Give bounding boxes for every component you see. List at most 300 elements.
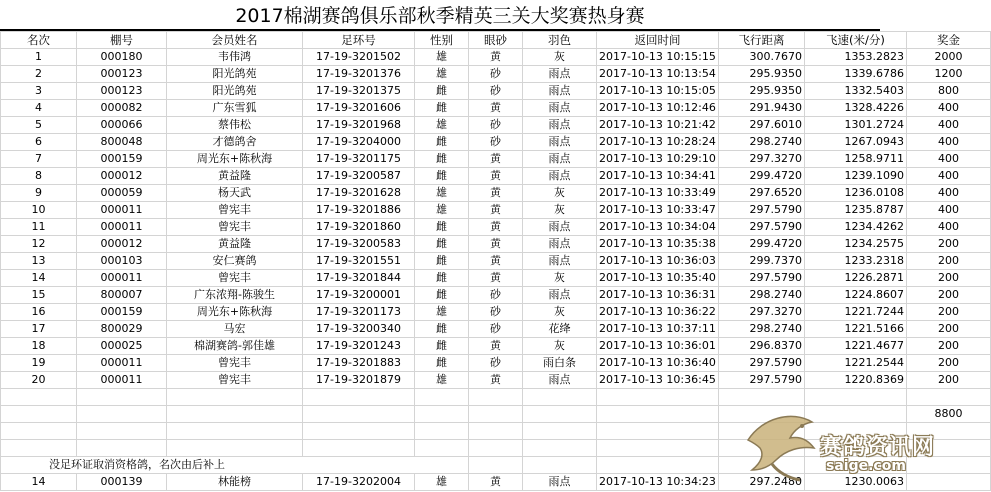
cell-speed: 1239.1090: [805, 168, 907, 185]
cell-feather-color: 雨点: [523, 168, 597, 185]
cell-speed: 1230.0063: [805, 474, 907, 491]
empty-cell: [597, 440, 719, 457]
cell-member-name: 阳光鸽苑: [167, 83, 303, 100]
cell-sex: 雌: [415, 321, 469, 338]
cell-distance: 299.4720: [719, 168, 805, 185]
header-rank: 名次: [1, 32, 77, 49]
empty-cell: [523, 457, 597, 474]
cell-loft: 000011: [77, 355, 167, 372]
cell-sex: 雄: [415, 49, 469, 66]
empty-cell: [1, 423, 77, 440]
cell-prize: 1200: [907, 66, 991, 83]
cell-ring-number: 17-19-3201175: [303, 151, 415, 168]
cell-loft: 000011: [77, 372, 167, 389]
cell-member-name: 曾宪丰: [167, 355, 303, 372]
header-distance: 飞行距离: [719, 32, 805, 49]
cell-sex: 雄: [415, 117, 469, 134]
cell-sex: 雌: [415, 151, 469, 168]
cell-return-time: 2017-10-13 10:34:04: [597, 219, 719, 236]
cell-distance: 295.9350: [719, 66, 805, 83]
cell-member-name: 周光东+陈秋海: [167, 304, 303, 321]
cell-prize: 400: [907, 151, 991, 168]
cell-feather-color: 花绛: [523, 321, 597, 338]
cell-rank: 5: [1, 117, 77, 134]
cell-speed: 1221.4677: [805, 338, 907, 355]
cell-member-name: 安仁赛鸽: [167, 253, 303, 270]
cell-sex: 雄: [415, 185, 469, 202]
cell-member-name: 黄益隆: [167, 236, 303, 253]
cell-speed: 1353.2823: [805, 49, 907, 66]
table-row: [1, 253, 991, 270]
empty-cell: [77, 389, 167, 406]
cell-return-time: 2017-10-13 10:36:31: [597, 287, 719, 304]
cell-eye-sand: 黄: [469, 151, 523, 168]
header-loft: 棚号: [77, 32, 167, 49]
cell-loft: 000123: [77, 66, 167, 83]
cell-ring-number: 17-19-3200587: [303, 168, 415, 185]
cell-return-time: 2017-10-13 10:33:47: [597, 202, 719, 219]
cell-prize: 800: [907, 83, 991, 100]
cell-return-time: 2017-10-13 10:36:45: [597, 372, 719, 389]
header-prize: 奖金: [907, 32, 991, 49]
empty-cell: [303, 440, 415, 457]
cell-loft: 000082: [77, 100, 167, 117]
header-row: [1, 32, 991, 49]
cell-rank: 14: [1, 270, 77, 287]
cell-prize: 400: [907, 117, 991, 134]
cell-member-name: 曾宪丰: [167, 270, 303, 287]
empty-cell: [1, 406, 77, 423]
header-return-time: 返回时间: [597, 32, 719, 49]
cell-member-name: 曾宪丰: [167, 202, 303, 219]
cell-member-name: 杨天武: [167, 185, 303, 202]
cell-sex: 雄: [415, 304, 469, 321]
cell-loft: 000066: [77, 117, 167, 134]
cell-distance: 297.5790: [719, 270, 805, 287]
cell-eye-sand: 黄: [469, 270, 523, 287]
cell-feather-color: 雨点: [523, 66, 597, 83]
cell-distance: 298.2740: [719, 287, 805, 304]
cell-speed: 1267.0943: [805, 134, 907, 151]
empty-cell: [1, 389, 77, 406]
cell-loft: 000025: [77, 338, 167, 355]
cell-prize: 400: [907, 100, 991, 117]
cell-sex: 雌: [415, 83, 469, 100]
cell-speed: 1226.2871: [805, 270, 907, 287]
cell-return-time: 2017-10-13 10:15:05: [597, 83, 719, 100]
watermark-text: 赛鸽资讯网: [820, 435, 936, 460]
cell-ring-number: 17-19-3201886: [303, 202, 415, 219]
cell-ring-number: 17-19-3201376: [303, 66, 415, 83]
cell-rank: 8: [1, 168, 77, 185]
cell-speed: 1221.7244: [805, 304, 907, 321]
cell-prize: 200: [907, 287, 991, 304]
cell-feather-color: 灰: [523, 270, 597, 287]
cell-ring-number: 17-19-3201628: [303, 185, 415, 202]
table-row: [1, 287, 991, 304]
empty-cell: [523, 423, 597, 440]
cell-rank: 20: [1, 372, 77, 389]
cell-loft: 000011: [77, 219, 167, 236]
disqualification-note: 没足环证取消资格鸽，名次由后补上: [1, 457, 469, 474]
cell-loft: 800007: [77, 287, 167, 304]
cell-member-name: 才德鸽舍: [167, 134, 303, 151]
cell-rank: 17: [1, 321, 77, 338]
cell-prize: 400: [907, 134, 991, 151]
cell-speed: 1301.2724: [805, 117, 907, 134]
cell-sex: 雌: [415, 219, 469, 236]
cell-distance: 299.7370: [719, 253, 805, 270]
empty-cell: [303, 423, 415, 440]
cell-feather-color: 雨点: [523, 100, 597, 117]
cell-speed: 1236.0108: [805, 185, 907, 202]
cell-member-name: 蔡伟松: [167, 117, 303, 134]
header-member-name: 会员姓名: [167, 32, 303, 49]
cell-eye-sand: 砂: [469, 66, 523, 83]
empty-cell: [167, 389, 303, 406]
cell-loft: 800048: [77, 134, 167, 151]
cell-eye-sand: 砂: [469, 83, 523, 100]
cell-prize: 200: [907, 321, 991, 338]
cell-member-name: 广东浓翔-陈骏生: [167, 287, 303, 304]
cell-ring-number: 17-19-3202004: [303, 474, 415, 491]
cell-return-time: 2017-10-13 10:36:40: [597, 355, 719, 372]
cell-ring-number: 17-19-3200340: [303, 321, 415, 338]
cell-loft: 000011: [77, 270, 167, 287]
table-row: [1, 185, 991, 202]
cell-ring-number: 17-19-3200001: [303, 287, 415, 304]
cell-eye-sand: 黄: [469, 253, 523, 270]
cell-return-time: 2017-10-13 10:34:23: [597, 474, 719, 491]
cell-speed: 1234.4262: [805, 219, 907, 236]
cell-ring-number: 17-19-3201173: [303, 304, 415, 321]
empty-cell: [77, 406, 167, 423]
cell-rank: 11: [1, 219, 77, 236]
table-row: [1, 270, 991, 287]
empty-cell: [167, 423, 303, 440]
cell-return-time: 2017-10-13 10:36:01: [597, 338, 719, 355]
cell-loft: 000180: [77, 49, 167, 66]
empty-cell: [597, 423, 719, 440]
cell-distance: 297.5790: [719, 355, 805, 372]
page-title: 2017棉湖赛鸽俱乐部秋季精英三关大奖赛热身赛: [235, 5, 645, 27]
table-row: [1, 202, 991, 219]
cell-feather-color: 雨点: [523, 287, 597, 304]
cell-return-time: 2017-10-13 10:34:41: [597, 168, 719, 185]
cell-speed: 1235.8787: [805, 202, 907, 219]
cell-eye-sand: 黄: [469, 49, 523, 66]
cell-rank: 13: [1, 253, 77, 270]
cell-loft: 000139: [77, 474, 167, 491]
cell-sex: 雌: [415, 355, 469, 372]
cell-prize: 200: [907, 304, 991, 321]
cell-speed: 1221.5166: [805, 321, 907, 338]
cell-rank: 6: [1, 134, 77, 151]
empty-cell: [597, 389, 719, 406]
cell-eye-sand: 砂: [469, 287, 523, 304]
cell-feather-color: 灰: [523, 185, 597, 202]
cell-loft: 000103: [77, 253, 167, 270]
cell-rank: 7: [1, 151, 77, 168]
cell-prize: 200: [907, 355, 991, 372]
cell-member-name: 林能榜: [167, 474, 303, 491]
cell-speed: 1234.2575: [805, 236, 907, 253]
cell-feather-color: 灰: [523, 49, 597, 66]
cell-member-name: 阳光鸽苑: [167, 66, 303, 83]
cell-distance: 297.3270: [719, 304, 805, 321]
cell-ring-number: 17-19-3201879: [303, 372, 415, 389]
cell-ring-number: 17-19-3201883: [303, 355, 415, 372]
empty-cell: [469, 440, 523, 457]
cell-eye-sand: 黄: [469, 219, 523, 236]
cell-return-time: 2017-10-13 10:33:49: [597, 185, 719, 202]
header-sex: 性别: [415, 32, 469, 49]
empty-cell: [167, 440, 303, 457]
cell-eye-sand: 砂: [469, 134, 523, 151]
table-row: [1, 83, 991, 100]
cell-member-name: 韦伟鸿: [167, 49, 303, 66]
cell-return-time: 2017-10-13 10:29:10: [597, 151, 719, 168]
cell-prize: 400: [907, 202, 991, 219]
cell-ring-number: 17-19-3200583: [303, 236, 415, 253]
table-row: [1, 151, 991, 168]
cell-ring-number: 17-19-3201860: [303, 219, 415, 236]
cell-prize: 200: [907, 236, 991, 253]
cell-return-time: 2017-10-13 10:37:11: [597, 321, 719, 338]
cell-sex: 雌: [415, 253, 469, 270]
cell-feather-color: 灰: [523, 202, 597, 219]
cell-sex: 雄: [415, 202, 469, 219]
cell-eye-sand: 黄: [469, 236, 523, 253]
cell-eye-sand: 黄: [469, 202, 523, 219]
empty-cell: [303, 389, 415, 406]
cell-distance: 297.2480: [719, 474, 805, 491]
cell-member-name: 曾宪丰: [167, 372, 303, 389]
cell-sex: 雌: [415, 338, 469, 355]
cell-loft: 000159: [77, 304, 167, 321]
cell-ring-number: 17-19-3201243: [303, 338, 415, 355]
cell-rank: 18: [1, 338, 77, 355]
cell-sex: 雌: [415, 134, 469, 151]
cell-feather-color: 雨点: [523, 372, 597, 389]
cell-ring-number: 17-19-3201606: [303, 100, 415, 117]
cell-rank: 10: [1, 202, 77, 219]
cell-distance: 299.4720: [719, 236, 805, 253]
cell-prize: 2000: [907, 49, 991, 66]
empty-cell: [415, 406, 469, 423]
cell-prize: 200: [907, 270, 991, 287]
table-row: [1, 355, 991, 372]
cell-sex: 雌: [415, 100, 469, 117]
table-row: [1, 338, 991, 355]
cell-eye-sand: 砂: [469, 355, 523, 372]
cell-sex: 雌: [415, 287, 469, 304]
cell-ring-number: 17-19-3204000: [303, 134, 415, 151]
table-row: [1, 134, 991, 151]
cell-prize: 400: [907, 168, 991, 185]
cell-return-time: 2017-10-13 10:15:15: [597, 49, 719, 66]
cell-loft: 000159: [77, 151, 167, 168]
cell-rank: 16: [1, 304, 77, 321]
cell-prize: 200: [907, 372, 991, 389]
cell-sex: 雌: [415, 270, 469, 287]
empty-cell: [597, 406, 719, 423]
empty-cell: [167, 406, 303, 423]
table-row: [1, 304, 991, 321]
cell-loft: 000012: [77, 168, 167, 185]
empty-cell: [469, 457, 523, 474]
table-row: [1, 372, 991, 389]
cell-feather-color: 雨点: [523, 236, 597, 253]
header-ring-number: 足环号: [303, 32, 415, 49]
cell-sex: 雌: [415, 236, 469, 253]
cell-member-name: 曾宪丰: [167, 219, 303, 236]
cell-speed: 1328.4226: [805, 100, 907, 117]
empty-cell: [469, 389, 523, 406]
cell-speed: 1233.2318: [805, 253, 907, 270]
table-row: [1, 117, 991, 134]
cell-distance: 295.9350: [719, 83, 805, 100]
table-row: [1, 236, 991, 253]
empty-cell: [77, 440, 167, 457]
table-row: [1, 100, 991, 117]
cell-distance: 300.7670: [719, 49, 805, 66]
cell-feather-color: 雨点: [523, 219, 597, 236]
cell-return-time: 2017-10-13 10:21:42: [597, 117, 719, 134]
cell-rank: 15: [1, 287, 77, 304]
cell-sex: 雌: [415, 168, 469, 185]
cell-eye-sand: 黄: [469, 185, 523, 202]
table-row: [1, 321, 991, 338]
cell-speed: 1258.9711: [805, 151, 907, 168]
cell-distance: 297.5790: [719, 219, 805, 236]
cell-feather-color: 雨点: [523, 117, 597, 134]
cell-return-time: 2017-10-13 10:12:46: [597, 100, 719, 117]
empty-cell: [597, 457, 719, 474]
cell-distance: 297.5790: [719, 372, 805, 389]
empty-cell: [415, 423, 469, 440]
cell-prize: 400: [907, 219, 991, 236]
cell-eye-sand: 黄: [469, 474, 523, 491]
cell-distance: 297.6520: [719, 185, 805, 202]
cell-return-time: 2017-10-13 10:36:22: [597, 304, 719, 321]
cell-distance: 297.3270: [719, 151, 805, 168]
header-feather-color: 羽色: [523, 32, 597, 49]
cell-eye-sand: 砂: [469, 321, 523, 338]
cell-speed: 1339.6786: [805, 66, 907, 83]
total-prize: 8800: [907, 406, 991, 423]
cell-loft: 000011: [77, 202, 167, 219]
cell-loft: 000059: [77, 185, 167, 202]
cell-eye-sand: 黄: [469, 338, 523, 355]
cell-distance: 297.6010: [719, 117, 805, 134]
cell-return-time: 2017-10-13 10:35:40: [597, 270, 719, 287]
watermark-url: saige.com: [826, 458, 906, 474]
cell-prize: 200: [907, 253, 991, 270]
cell-distance: 297.5790: [719, 202, 805, 219]
empty-cell: [523, 440, 597, 457]
cell-feather-color: 雨点: [523, 253, 597, 270]
cell-return-time: 2017-10-13 10:13:54: [597, 66, 719, 83]
cell-member-name: 周光东+陈秋海: [167, 151, 303, 168]
cell-member-name: 黄益隆: [167, 168, 303, 185]
empty-cell: [469, 423, 523, 440]
empty-cell: [415, 440, 469, 457]
cell-prize: 200: [907, 338, 991, 355]
empty-cell: [523, 389, 597, 406]
cell-feather-color: 雨点: [523, 83, 597, 100]
cell-feather-color: 雨点: [523, 474, 597, 491]
cell-return-time: 2017-10-13 10:28:24: [597, 134, 719, 151]
cell-distance: 298.2740: [719, 321, 805, 338]
cell-loft: 000123: [77, 83, 167, 100]
table-row: [1, 66, 991, 83]
cell-ring-number: 17-19-3201502: [303, 49, 415, 66]
cell-sex: 雄: [415, 372, 469, 389]
cell-speed: 1220.8369: [805, 372, 907, 389]
empty-cell: [77, 423, 167, 440]
empty-cell: [523, 406, 597, 423]
watermark: [738, 400, 983, 490]
header-eye-sand: 眼砂: [469, 32, 523, 49]
cell-rank: 14: [1, 474, 77, 491]
cell-feather-color: 雨点: [523, 134, 597, 151]
empty-cell: [1, 440, 77, 457]
cell-return-time: 2017-10-13 10:36:03: [597, 253, 719, 270]
table-row: [1, 219, 991, 236]
cell-feather-color: 雨白条: [523, 355, 597, 372]
cell-member-name: 棉湖赛鸽-郭佳雄: [167, 338, 303, 355]
cell-loft: 000012: [77, 236, 167, 253]
cell-rank: 3: [1, 83, 77, 100]
cell-feather-color: 雨点: [523, 151, 597, 168]
cell-rank: 4: [1, 100, 77, 117]
cell-eye-sand: 黄: [469, 372, 523, 389]
cell-rank: 1: [1, 49, 77, 66]
cell-eye-sand: 砂: [469, 304, 523, 321]
cell-ring-number: 17-19-3201844: [303, 270, 415, 287]
cell-speed: 1221.2544: [805, 355, 907, 372]
cell-rank: 2: [1, 66, 77, 83]
cell-speed: 1332.5403: [805, 83, 907, 100]
cell-speed: 1224.8607: [805, 287, 907, 304]
cell-eye-sand: 黄: [469, 168, 523, 185]
cell-rank: 12: [1, 236, 77, 253]
table-row: [1, 49, 991, 66]
empty-cell: [303, 406, 415, 423]
cell-rank: 9: [1, 185, 77, 202]
cell-feather-color: 灰: [523, 338, 597, 355]
cell-ring-number: 17-19-3201375: [303, 83, 415, 100]
cell-member-name: 马宏: [167, 321, 303, 338]
cell-eye-sand: 砂: [469, 117, 523, 134]
header-speed: 飞速(米/分): [805, 32, 907, 49]
cell-ring-number: 17-19-3201551: [303, 253, 415, 270]
cell-rank: 19: [1, 355, 77, 372]
cell-sex: 雄: [415, 474, 469, 491]
cell-return-time: 2017-10-13 10:35:38: [597, 236, 719, 253]
cell-member-name: 广东雪狐: [167, 100, 303, 117]
cell-ring-number: 17-19-3201968: [303, 117, 415, 134]
empty-cell: [469, 406, 523, 423]
cell-distance: 296.8370: [719, 338, 805, 355]
cell-prize: 400: [907, 185, 991, 202]
empty-cell: [415, 389, 469, 406]
cell-distance: 298.2740: [719, 134, 805, 151]
cell-eye-sand: 黄: [469, 100, 523, 117]
table-row: [1, 168, 991, 185]
cell-distance: 291.9430: [719, 100, 805, 117]
